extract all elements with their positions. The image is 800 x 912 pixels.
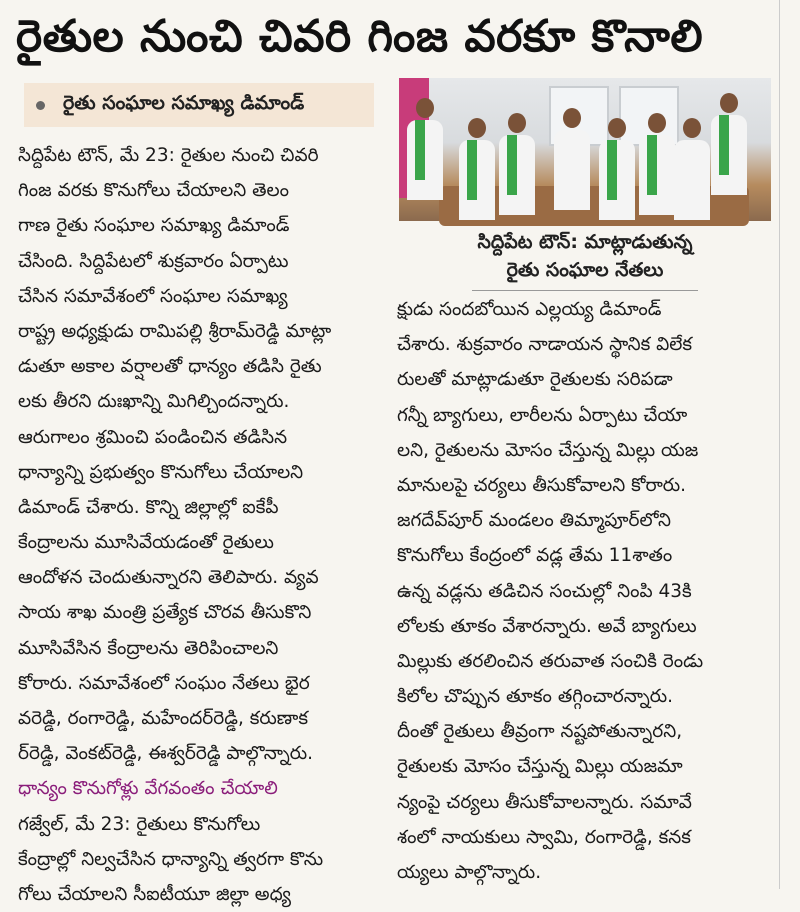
column-divider (779, 0, 780, 889)
caption-line: సిద్దిపేట టౌన్: మాట్లాడుతున్న (477, 231, 693, 253)
body-line: డిమాండ్ చేశారు. కొన్ని జిల్లాల్లో ఐకేపీ (18, 496, 279, 518)
bullet-icon (36, 101, 45, 110)
person (599, 118, 635, 220)
person (499, 113, 535, 215)
body-line: రాష్ట్ర అధ్యక్షుడు రామిపల్లి శ్రీరామ్‌రెడ్డి మాట్లా (18, 320, 332, 342)
kicker-text: రైతు సంఘాల సమాఖ్య డిమాండ్ (63, 91, 305, 114)
body-line: కేంద్రాలను మూసివేయడంతో రైతులు (18, 532, 274, 554)
body-line: న్యంపై చర్యలు తీసుకోవాలన్నారు. సమావే (397, 791, 692, 813)
body-line: గజ్వేల్, మే 23: రైతులు కొనుగోలు (18, 813, 261, 835)
body-line: గోలు చేయాలని సీఐటీయూ జిల్లా అధ్య (18, 883, 291, 905)
photo-caption (399, 228, 771, 284)
body-line: ధాన్యాన్ని ప్రభుత్వం కొనుగోలు చేయాలని (18, 461, 304, 483)
body-line: లోలకు తూకం వేశారన్నారు. అవే బ్యాగులు (397, 615, 697, 637)
body-line: సిద్దిపేట టౌన్, మే 23: రైతుల నుంచి చివరి (18, 145, 319, 166)
body-line: చేశారు. శుక్రవారం నాడాయన స్థానిక విలేక (397, 334, 693, 356)
body-line: గన్నీ బ్యాగులు, లారీలను ఏర్పాటు చేయా (397, 404, 688, 426)
person (459, 118, 495, 220)
body-line: డుతూ అకాల వర్షాలతో ధాన్యం తడిసి రైతు (18, 356, 322, 378)
body-line: గింజ వరకు కొనుగోలు చేయాలని తెలం (18, 180, 289, 202)
person (674, 118, 710, 220)
body-line: రులతో మాట్లాడుతూ రైతులకు సరిపడా (397, 369, 673, 391)
body-line: క్షుడు సందబోయిన ఎల్లయ్య డిమాండ్ (397, 299, 662, 320)
caption-divider (472, 290, 698, 291)
body-line: ర్‌రెడ్డి, వెంకట్‌రెడ్డి, ఈశ్వర్‌రెడ్డి పాల్గొన్నారు. (18, 743, 314, 765)
body-line: కోరారు. సమావేశంలో సంఘం నేతలు భైర (18, 672, 310, 694)
caption-line: రైతు సంఘాల నేతలు (506, 259, 664, 281)
body-line: రైతులకు మోసం చేస్తున్న మిల్లు యజమా (397, 756, 683, 778)
body-line: చేసిన సమావేశంలో సంఘాల సమాఖ్య (18, 285, 288, 307)
body-line: గాణ రైతు సంఘాల సమాఖ్య డిమాండ్ (18, 215, 290, 237)
body-line: శంలో నాయకులు స్వామి, రంగారెడ్డి, కనక (397, 826, 691, 848)
body-line: దీంతో రైతులు తీవ్రంగా నష్టపోతున్నారని, (397, 721, 683, 743)
person (639, 113, 675, 215)
body-line: ఆందోళన చెందుతున్నారని తెలిపారు. వ్యవ (18, 567, 319, 589)
headline: రైతుల నుంచి చివరి గింజ వరకూ కొనాలి (16, 11, 704, 62)
article-column-2 (397, 292, 771, 890)
body-line: కేంద్రాల్లో నిల్వచేసిన ధాన్యాన్ని త్వరగా కొను (18, 848, 324, 870)
body-line: సాయ శాఖ మంత్రి ప్రత్యేక చొరవ తీసుకొని (18, 602, 312, 624)
body-line: లని, రైతులను మోసం చేస్తున్న మిల్లు యజ (397, 439, 699, 461)
body-line: ఆరుగాలం శ్రమించి పండించిన తడిసిన (18, 426, 288, 448)
body-line: లకు తీరని దుఃఖాన్ని మిగిల్చిందన్నారు. (18, 391, 290, 413)
body-line: మానులపై చర్యలు తీసుకోవాలని కోరారు. (397, 474, 687, 496)
body-line: య్యలు పాల్గొన్నారు. (397, 862, 542, 883)
body-line: కొనుగోలు కేంద్రంలో వడ్ల తేమ 11శాతం (397, 545, 673, 567)
kicker-box (24, 83, 374, 127)
person (711, 93, 747, 195)
person (407, 98, 443, 200)
body-line: జగదేవ్‌పూర్ మండలం తిమ్మాపూర్‌లోని (397, 510, 672, 532)
body-line: కిలోల చొప్పున తూకం తగ్గించారన్నారు. (397, 686, 673, 708)
article-column-1 (18, 138, 374, 912)
person (554, 108, 590, 210)
body-line: ఉన్న వడ్లను తడిచిన సంచుల్లో నింపి 43కి (397, 580, 692, 602)
subheading: ధాన్యం కొనుగోళ్లు వేగవంతం చేయాలి (18, 778, 278, 800)
body-line: మిల్లుకు తరలించిన తరువాత సంచికి రెండు (397, 650, 704, 672)
body-line: మూసివేసిన కేంద్రాలను తెరిపించాలని (18, 637, 279, 659)
body-line: వరెడ్డి, రంగారెడ్డి, మహేందర్‌రెడ్డి, కరుణాక (18, 708, 309, 729)
body-line: చేసింది. సిద్దిపేటలో శుక్రవారం ఏర్పాటు (18, 250, 289, 272)
news-photo (399, 78, 771, 221)
